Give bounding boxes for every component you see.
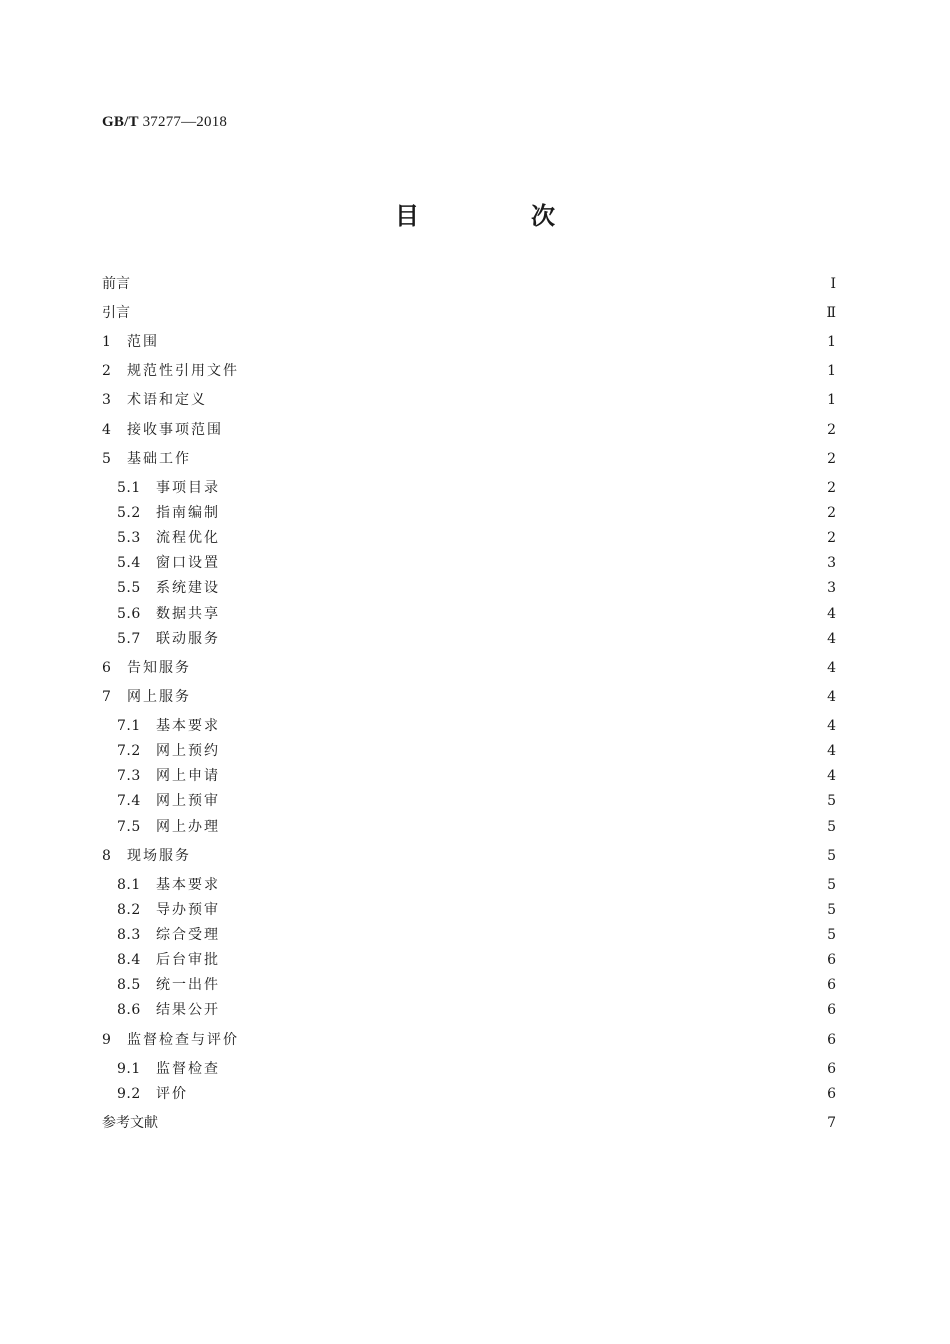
toc-entry-number: 5 — [102, 451, 112, 467]
dot-leader — [228, 950, 818, 970]
toc-entry-label: 基本要求 — [156, 877, 220, 893]
toc-entry-page: 3 — [827, 580, 836, 596]
toc-entry-page: 4 — [827, 768, 836, 784]
toc-entry-page: 6 — [827, 1032, 836, 1048]
toc-entry-label: 后台审批 — [156, 952, 220, 968]
dot-leader — [215, 390, 818, 410]
dot-leader — [228, 741, 818, 761]
toc-entry[interactable] — [102, 332, 836, 352]
toc-entry-number: 8.3 — [117, 927, 141, 943]
dot-leader — [228, 900, 818, 920]
toc-entry-page: 1 — [827, 392, 836, 408]
toc-entry-page: 5 — [827, 819, 836, 835]
toc-entry-number: 9.2 — [117, 1086, 141, 1102]
toc-entry[interactable] — [102, 449, 836, 469]
dot-leader — [136, 274, 818, 294]
toc-entry-label: 现场服务 — [127, 848, 191, 864]
dot-leader — [199, 449, 818, 469]
toc-entry-page: Ⅰ — [830, 276, 836, 292]
toc-entry[interactable] — [102, 390, 836, 410]
toc-entry-page: 4 — [827, 689, 836, 705]
toc-entry-page: 1 — [827, 334, 836, 350]
toc-entry-number: 1 — [102, 334, 112, 350]
toc-entry[interactable] — [117, 503, 836, 523]
dot-leader — [164, 1113, 818, 1133]
dot-leader — [228, 553, 818, 573]
toc-entry-label: 范围 — [127, 334, 159, 350]
toc-entry-label: 综合受理 — [156, 927, 220, 943]
toc-entry-page: 1 — [827, 363, 836, 379]
dot-leader — [228, 791, 818, 811]
toc-entry-label: 监督检查与评价 — [127, 1032, 239, 1048]
toc-entry-page: 6 — [827, 1002, 836, 1018]
dot-leader — [228, 716, 818, 736]
dot-leader — [228, 925, 818, 945]
toc-entry-number: 6 — [102, 660, 112, 676]
toc-entry[interactable] — [117, 716, 836, 736]
dot-leader — [167, 332, 818, 352]
toc-entry-number: 8 — [102, 848, 112, 864]
toc-entry-page: 2 — [827, 480, 836, 496]
dot-leader — [228, 503, 818, 523]
dot-leader — [199, 846, 818, 866]
toc-entry[interactable] — [102, 1030, 836, 1050]
toc-entry[interactable] — [117, 553, 836, 573]
toc-entry[interactable] — [117, 578, 836, 598]
toc-entry[interactable] — [117, 900, 836, 920]
toc-entry-label: 网上预审 — [156, 793, 220, 809]
toc-entry[interactable] — [117, 1084, 836, 1104]
toc-entry-number: 7 — [102, 689, 112, 705]
toc-entry-number: 8.5 — [117, 977, 141, 993]
toc-entry-number: 7.1 — [117, 718, 141, 734]
toc-entry-number: 5.5 — [117, 580, 141, 596]
dot-leader — [247, 1030, 818, 1050]
toc-entry-page: 4 — [827, 606, 836, 622]
dot-leader — [228, 1000, 818, 1020]
toc-entry-label: 监督检查 — [156, 1061, 220, 1077]
toc-entry[interactable] — [117, 791, 836, 811]
toc-entry[interactable] — [117, 1059, 836, 1079]
toc-entry-number: 5.3 — [117, 530, 141, 546]
toc-entry-label: 基础工作 — [127, 451, 191, 467]
toc-entry[interactable] — [117, 950, 836, 970]
standard-number: 37277—2018 — [142, 114, 228, 130]
toc-entry-page: 6 — [827, 1086, 836, 1102]
toc-entry-label: 评价 — [156, 1086, 188, 1102]
toc-entry-number: 7.4 — [117, 793, 141, 809]
toc-entry[interactable] — [102, 361, 836, 381]
dot-leader — [228, 817, 818, 837]
toc-entry-page: 4 — [827, 718, 836, 734]
toc-entry-page: 6 — [827, 1061, 836, 1077]
toc-entry[interactable] — [102, 274, 836, 294]
toc-entry-label: 规范性引用文件 — [127, 363, 239, 379]
toc-entry-label: 基本要求 — [156, 718, 220, 734]
toc-entry-page: 5 — [827, 848, 836, 864]
toc-entry-number: 7.2 — [117, 743, 141, 759]
dot-leader — [136, 303, 818, 323]
toc-entry[interactable] — [102, 658, 836, 678]
toc-entry-label: 引言 — [102, 305, 130, 321]
dot-leader — [199, 658, 818, 678]
dot-leader — [228, 528, 818, 548]
dot-leader — [247, 361, 818, 381]
toc-entry-label: 网上办理 — [156, 819, 220, 835]
dot-leader — [228, 604, 818, 624]
toc-entry-label: 网上申请 — [156, 768, 220, 784]
toc-entry-number: 2 — [102, 363, 112, 379]
toc-entry-number: 8.6 — [117, 1002, 141, 1018]
toc-entry-page: 5 — [827, 902, 836, 918]
toc-entry-label: 前言 — [102, 276, 130, 292]
dot-leader — [228, 629, 818, 649]
toc-entry[interactable] — [117, 766, 836, 786]
toc-entry[interactable] — [117, 528, 836, 548]
dot-leader — [196, 1084, 818, 1104]
toc-entry-page: Ⅱ — [826, 305, 836, 321]
toc-entry-page: 2 — [827, 451, 836, 467]
toc-entry-page: 6 — [827, 952, 836, 968]
toc-entry[interactable] — [102, 687, 836, 707]
toc-entry-page: 7 — [827, 1115, 836, 1131]
toc-entry-number: 3 — [102, 392, 112, 408]
toc-entry-number: 7.3 — [117, 768, 141, 784]
toc-entry-number: 5.4 — [117, 555, 141, 571]
toc-entry-number: 5.1 — [117, 480, 141, 496]
dot-leader — [231, 420, 818, 440]
toc-entry-label: 统一出件 — [156, 977, 220, 993]
dot-leader — [228, 875, 818, 895]
toc-entry-label: 指南编制 — [156, 505, 220, 521]
toc-entry-number: 5.7 — [117, 631, 141, 647]
toc-entry-page: 4 — [827, 660, 836, 676]
toc-entry-page: 5 — [827, 927, 836, 943]
toc-entry-label: 结果公开 — [156, 1002, 220, 1018]
toc-entry-label: 数据共享 — [156, 606, 220, 622]
toc-entry-label: 事项目录 — [156, 480, 220, 496]
toc-entry-label: 参考文献 — [102, 1115, 158, 1131]
toc-entry[interactable] — [102, 846, 836, 866]
toc-entry[interactable] — [102, 1113, 836, 1133]
dot-leader — [199, 687, 818, 707]
toc-entry[interactable] — [117, 478, 836, 498]
toc-entry-number: 5.6 — [117, 606, 141, 622]
toc-entry-page: 2 — [827, 505, 836, 521]
toc-entry-number: 5.2 — [117, 505, 141, 521]
toc-entry[interactable] — [117, 741, 836, 761]
toc-entry-label: 告知服务 — [127, 660, 191, 676]
standard-prefix: GB/T — [102, 114, 139, 130]
toc-entry-label: 术语和定义 — [127, 392, 207, 408]
toc-entry[interactable] — [117, 817, 836, 837]
dot-leader — [228, 766, 818, 786]
toc-entry[interactable] — [117, 629, 836, 649]
toc-entry-number: 9 — [102, 1032, 112, 1048]
toc-entry-label: 联动服务 — [156, 631, 220, 647]
toc-entry-label: 接收事项范围 — [127, 422, 223, 438]
toc-entry-page: 4 — [827, 631, 836, 647]
toc-entry-label: 系统建设 — [156, 580, 220, 596]
toc-entry[interactable] — [117, 875, 836, 895]
toc-entry[interactable] — [102, 303, 836, 323]
toc-entry[interactable] — [117, 1000, 836, 1020]
toc-entry-label: 网上服务 — [127, 689, 191, 705]
toc-entry-number: 4 — [102, 422, 112, 438]
page-title: 目 次 — [395, 202, 599, 230]
toc-entry-page: 5 — [827, 793, 836, 809]
toc-entry-label: 窗口设置 — [156, 555, 220, 571]
toc-entry-number: 7.5 — [117, 819, 141, 835]
toc-entry-number: 9.1 — [117, 1061, 141, 1077]
toc-entry-page: 2 — [827, 422, 836, 438]
toc-entry-label: 流程优化 — [156, 530, 220, 546]
toc-entry-page: 3 — [827, 555, 836, 571]
toc-entry[interactable] — [117, 975, 836, 995]
toc-entry-number: 8.2 — [117, 902, 141, 918]
toc-entry-page: 2 — [827, 530, 836, 546]
toc-entry-label: 导办预审 — [156, 902, 220, 918]
toc-entry-number: 8.4 — [117, 952, 141, 968]
dot-leader — [228, 975, 818, 995]
toc-entry[interactable] — [117, 604, 836, 624]
toc-entry-page: 4 — [827, 743, 836, 759]
dot-leader — [228, 478, 818, 498]
toc-entry-page: 6 — [827, 977, 836, 993]
dot-leader — [228, 578, 818, 598]
toc-entry-label: 网上预约 — [156, 743, 220, 759]
dot-leader — [228, 1059, 818, 1079]
toc-entry[interactable] — [117, 925, 836, 945]
toc-entry-page: 5 — [827, 877, 836, 893]
toc-entry[interactable] — [102, 420, 836, 440]
toc-entry-number: 8.1 — [117, 877, 141, 893]
